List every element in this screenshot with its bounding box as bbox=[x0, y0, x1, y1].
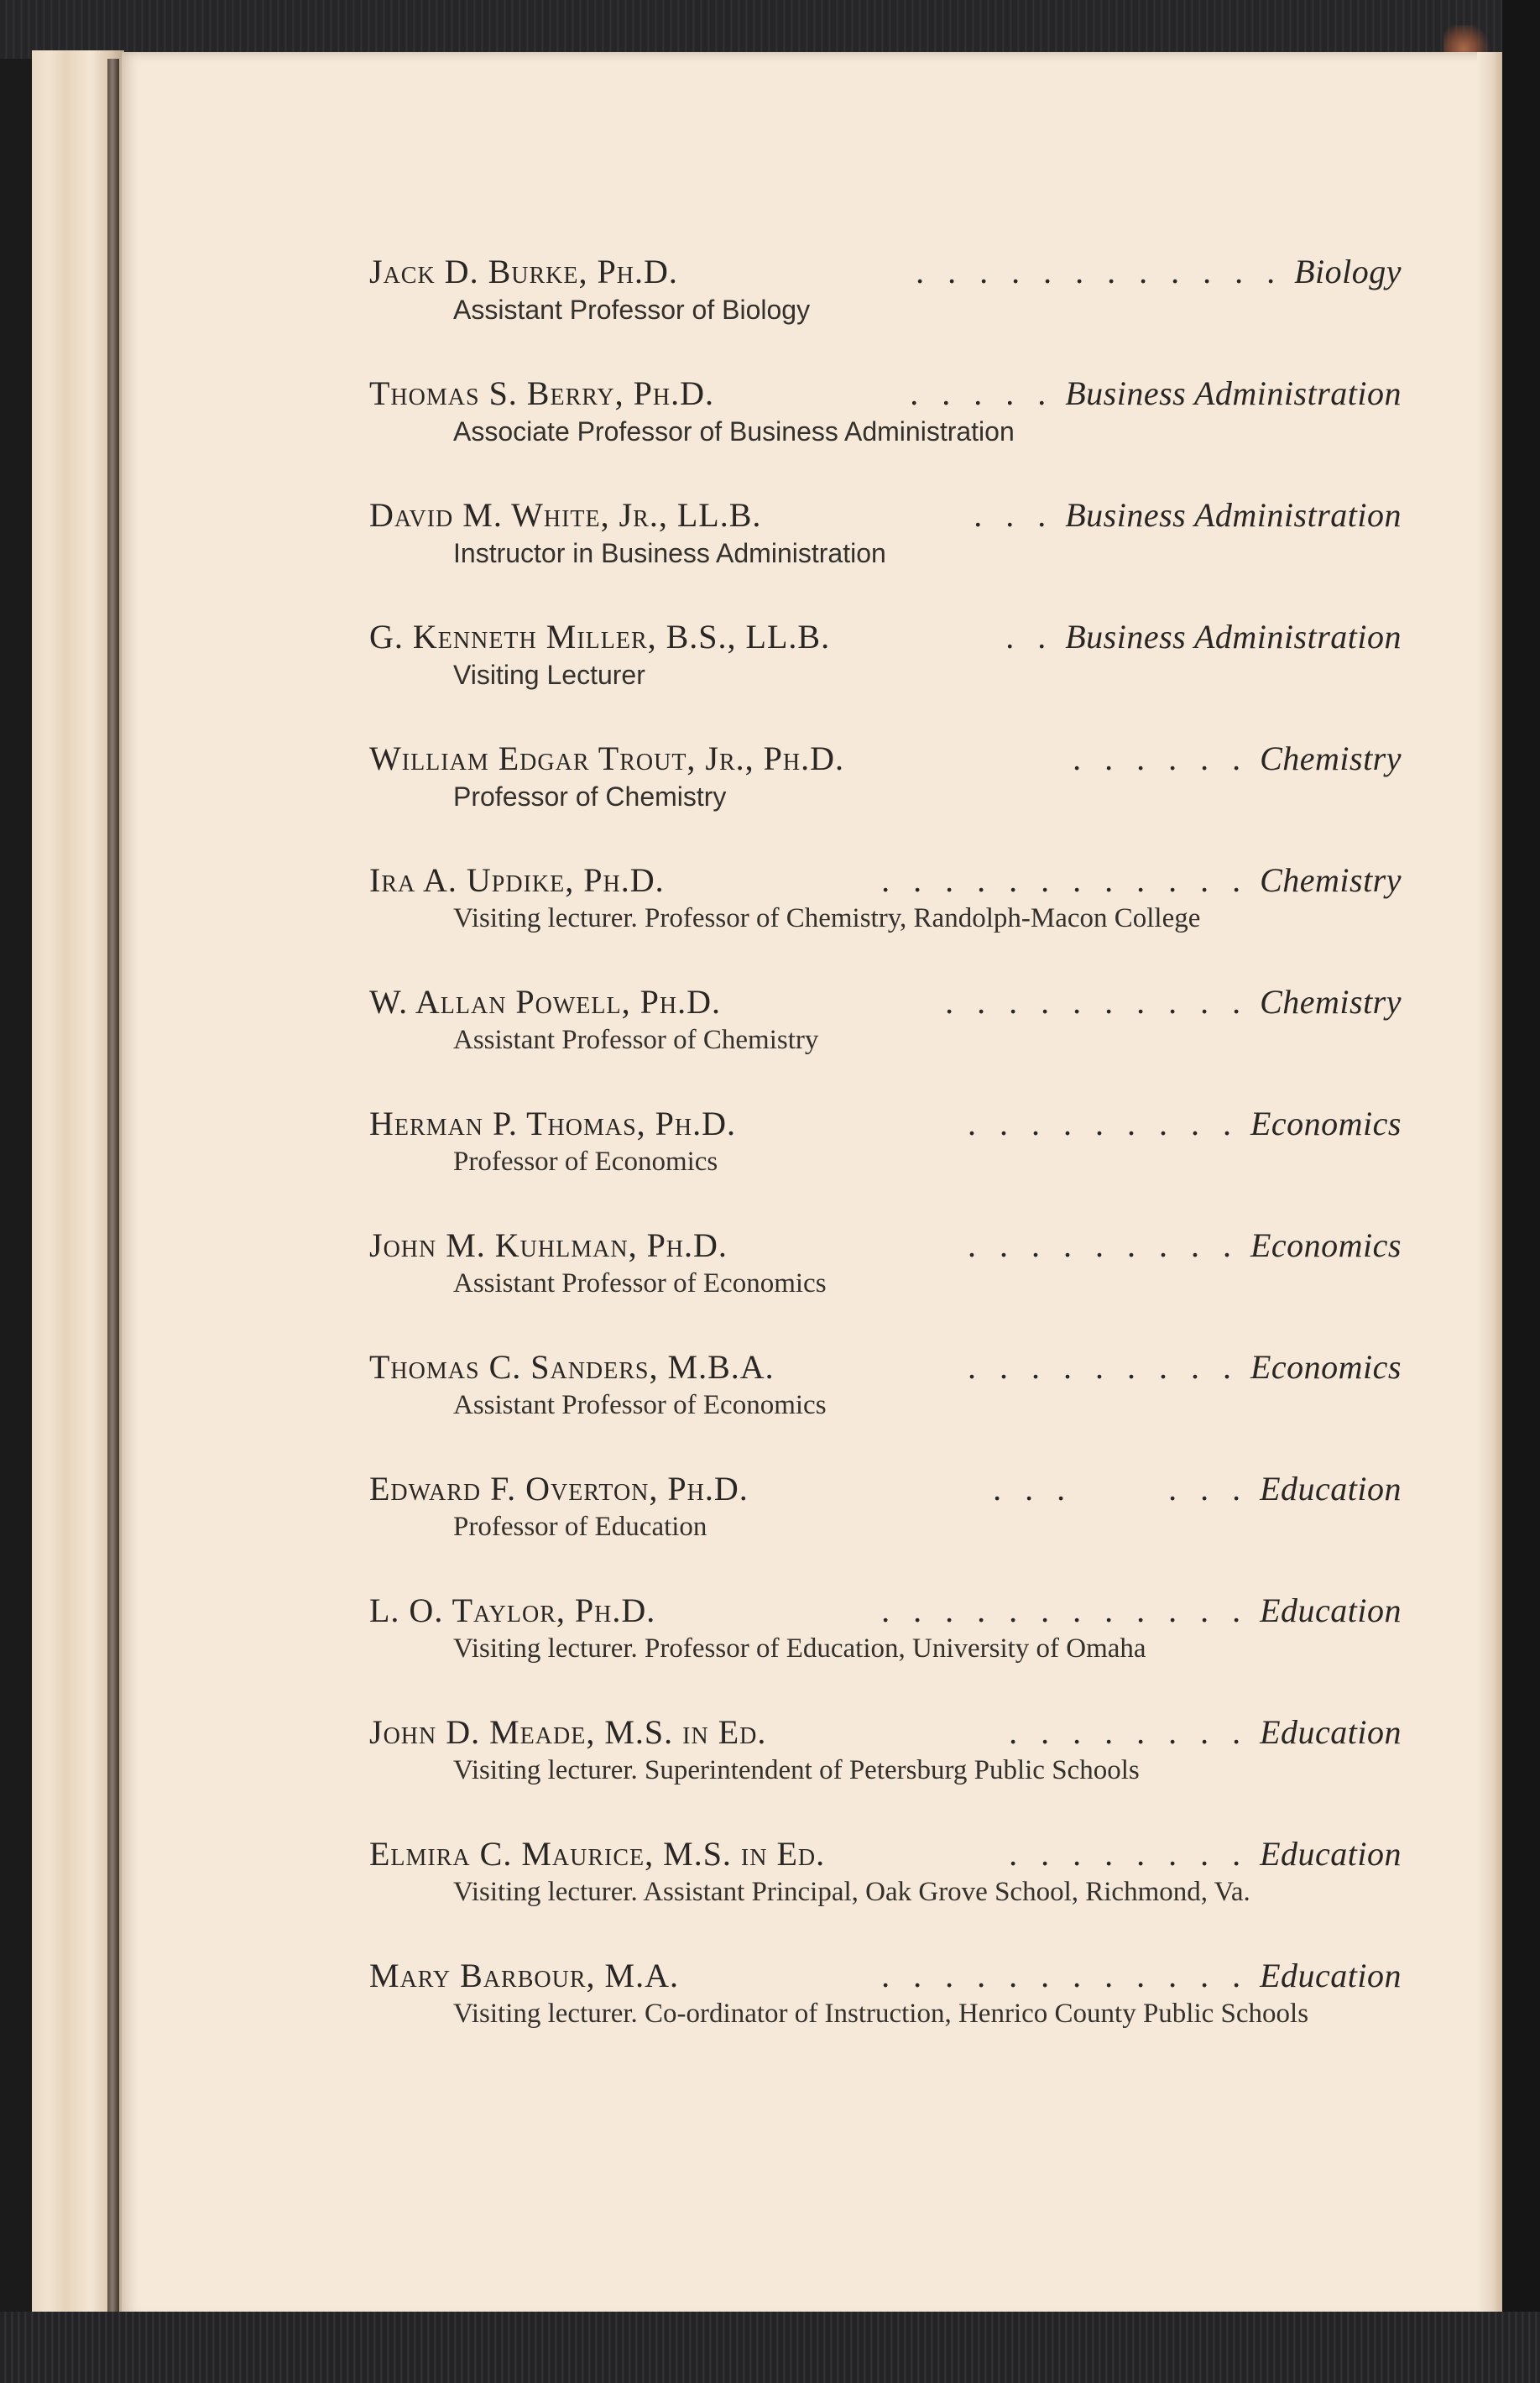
faculty-position: Visiting lecturer. Professor of Chemistry, Randolph-Macon College bbox=[453, 903, 1201, 933]
department-label: Business Administration bbox=[1065, 618, 1402, 656]
dot-leader: . . . . . . . . . . . . bbox=[881, 1591, 1249, 1629]
book-binding-bottom bbox=[0, 2312, 1540, 2383]
dot-leader: . . . . . bbox=[910, 374, 1054, 412]
faculty-name-line bbox=[369, 1225, 1402, 1266]
faculty-entry bbox=[369, 1225, 1402, 1347]
faculty-entry bbox=[369, 739, 1402, 860]
faculty-position: Assistant Professor of Economics bbox=[453, 1390, 827, 1420]
dot-leader: . . . . . . . . bbox=[1009, 1713, 1249, 1751]
department-label: Education bbox=[1260, 1957, 1402, 1994]
faculty-name: G. Kenneth Miller, B.S., LL.B. bbox=[369, 618, 831, 656]
faculty-name-line bbox=[369, 374, 1402, 414]
faculty-entry bbox=[369, 1834, 1402, 1956]
faculty-position: Professor of Economics bbox=[453, 1147, 718, 1177]
faculty-entry bbox=[369, 1591, 1402, 1712]
dot-leader: . . . . . . . . . . . . bbox=[916, 253, 1283, 290]
faculty-entry bbox=[369, 1104, 1402, 1225]
book-binding-right bbox=[1502, 0, 1540, 2383]
faculty-entry bbox=[369, 1469, 1402, 1591]
faculty-entry bbox=[369, 860, 1402, 982]
department-label: Education bbox=[1260, 1835, 1402, 1873]
faculty-position: Visiting Lecturer bbox=[453, 660, 645, 690]
faculty-entry bbox=[369, 982, 1402, 1104]
department-label: Economics bbox=[1250, 1348, 1402, 1386]
faculty-entry bbox=[369, 1347, 1402, 1469]
faculty-name-line bbox=[369, 617, 1402, 657]
faculty-name-line bbox=[369, 1104, 1402, 1144]
faculty-name: William Edgar Trout, Jr., Ph.D. bbox=[369, 739, 845, 777]
faculty-name: Mary Barbour, M.A. bbox=[369, 1957, 679, 1994]
book-spine-gutter bbox=[107, 59, 119, 2317]
faculty-name-line bbox=[369, 739, 1402, 779]
dot-leader: . . bbox=[1005, 618, 1054, 656]
faculty-position: Instructor in Business Administration bbox=[453, 538, 886, 568]
dot-leader: . . . . . . . . . bbox=[967, 1226, 1239, 1264]
faculty-name: Jack D. Burke, Ph.D. bbox=[369, 253, 678, 290]
dot-leader: . . . . . . bbox=[1073, 739, 1249, 777]
faculty-position: Professor of Education bbox=[453, 1512, 707, 1542]
faculty-name-line bbox=[369, 860, 1402, 901]
faculty-position: Assistant Professor of Biology bbox=[453, 295, 811, 325]
department-label: Chemistry bbox=[1260, 861, 1402, 899]
department-label: Business Administration bbox=[1065, 374, 1402, 412]
dot-leader: . . . . . . . . . . . . bbox=[881, 1957, 1249, 1994]
faculty-name: L. O. Taylor, Ph.D. bbox=[369, 1591, 656, 1629]
dot-leader: . . . . . . . . . bbox=[967, 1348, 1239, 1386]
faculty-name-line bbox=[369, 1712, 1402, 1753]
faculty-position: Assistant Professor of Chemistry bbox=[453, 1025, 819, 1055]
faculty-entry bbox=[369, 252, 1402, 374]
faculty-position: Associate Professor of Business Administration bbox=[453, 416, 1015, 447]
faculty-name: Elmira C. Maurice, M.S. in Ed. bbox=[369, 1835, 826, 1873]
faculty-name-line bbox=[369, 1469, 1402, 1509]
department-label: Education bbox=[1260, 1591, 1402, 1629]
department-label: Chemistry bbox=[1260, 739, 1402, 777]
faculty-name: John M. Kuhlman, Ph.D. bbox=[369, 1226, 728, 1264]
dot-leader: . . . . . . bbox=[993, 1470, 1249, 1508]
faculty-entry bbox=[369, 1956, 1402, 2077]
book-binding-top bbox=[0, 0, 1540, 59]
faculty-name-line bbox=[369, 982, 1402, 1022]
faculty-name-line bbox=[369, 1834, 1402, 1874]
department-label: Business Administration bbox=[1065, 496, 1402, 534]
faculty-name: Edward F. Overton, Ph.D. bbox=[369, 1470, 749, 1508]
faculty-name-line bbox=[369, 1347, 1402, 1387]
dot-leader: . . . bbox=[974, 496, 1054, 534]
faculty-position: Visiting lecturer. Assistant Principal, Oak Grove School, Richmond, Va. bbox=[453, 1877, 1250, 1907]
department-label: Economics bbox=[1250, 1105, 1402, 1142]
faculty-name-line bbox=[369, 252, 1402, 292]
faculty-name: W. Allan Powell, Ph.D. bbox=[369, 983, 721, 1021]
faculty-position: Professor of Chemistry bbox=[453, 781, 727, 812]
department-label: Biology bbox=[1294, 253, 1402, 290]
faculty-name: Ira A. Updike, Ph.D. bbox=[369, 861, 665, 899]
faculty-name: Thomas S. Berry, Ph.D. bbox=[369, 374, 714, 412]
faculty-name: David M. White, Jr., LL.B. bbox=[369, 496, 762, 534]
faculty-entry bbox=[369, 374, 1402, 495]
faculty-position: Assistant Professor of Economics bbox=[453, 1268, 827, 1299]
faculty-position: Visiting lecturer. Co-ordinator of Instruction, Henrico County Public Schools bbox=[453, 1999, 1309, 2029]
faculty-name: John D. Meade, M.S. in Ed. bbox=[369, 1713, 767, 1751]
faculty-position: Visiting lecturer. Superintendent of Petersburg Public Schools bbox=[453, 1755, 1140, 1785]
department-label: Chemistry bbox=[1260, 983, 1402, 1021]
faculty-name: Thomas C. Sanders, M.B.A. bbox=[369, 1348, 775, 1386]
department-label: Education bbox=[1260, 1470, 1402, 1508]
faculty-entry bbox=[369, 495, 1402, 617]
dot-leader: . . . . . . . . . bbox=[967, 1105, 1239, 1142]
dot-leader: . . . . . . . . . . bbox=[945, 983, 1249, 1021]
faculty-name: Herman P. Thomas, Ph.D. bbox=[369, 1105, 737, 1142]
faculty-entry bbox=[369, 1712, 1402, 1834]
department-label: Education bbox=[1260, 1713, 1402, 1751]
department-label: Economics bbox=[1250, 1226, 1402, 1264]
dot-leader: . . . . . . . . . . . . bbox=[881, 861, 1249, 899]
faculty-name-line bbox=[369, 1956, 1402, 1996]
faculty-entry bbox=[369, 617, 1402, 739]
page-curve-shadow bbox=[1477, 52, 1502, 2318]
faculty-position: Visiting lecturer. Professor of Education, University of Omaha bbox=[453, 1633, 1146, 1664]
dot-leader: . . . . . . . . bbox=[1009, 1835, 1249, 1873]
faculty-list bbox=[369, 252, 1402, 2077]
faculty-name-line bbox=[369, 495, 1402, 536]
faculty-name-line bbox=[369, 1591, 1402, 1631]
